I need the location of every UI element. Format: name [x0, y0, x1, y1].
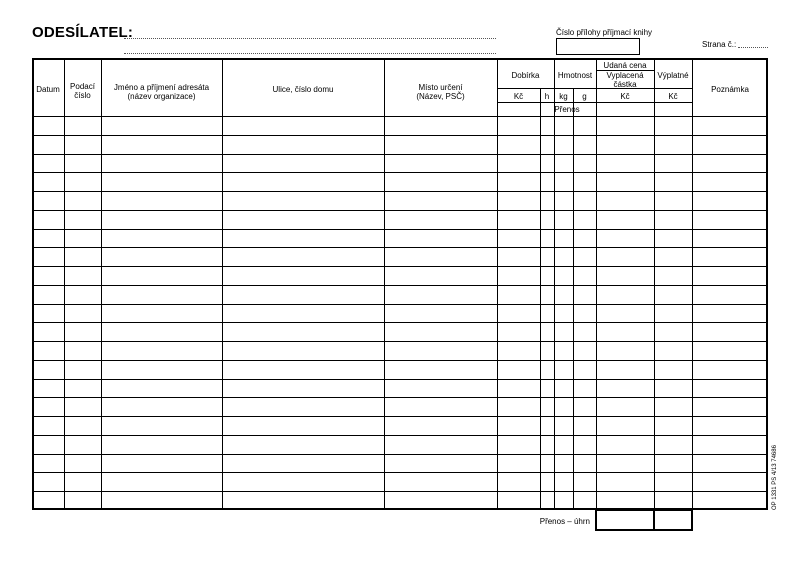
grid-hline: [32, 360, 768, 361]
grid-vline: [654, 58, 655, 510]
grid-hline: [32, 154, 768, 155]
grid-hline: [32, 472, 768, 473]
total-label: Přenos – úhrn: [539, 517, 590, 526]
unit-h: h: [544, 92, 550, 101]
grid-hline: [32, 397, 768, 398]
grid-vline: [692, 58, 693, 510]
side-code: OP 1331 PS 4/13 74686: [772, 445, 778, 510]
col-header-vyplacena: [596, 71, 654, 89]
col-header-poznamka: Poznámka: [711, 85, 749, 94]
page-number-label: Strana č.:: [702, 40, 737, 49]
col-header-jmeno-l2: (název organizace): [127, 92, 196, 101]
col-header-hmotnost: Hmotnost: [557, 71, 593, 80]
grid-vline: [540, 88, 541, 510]
col-header-podaci: [64, 82, 101, 100]
attachment-number-label: Číslo přílohy příjmací knihy: [556, 28, 653, 37]
col-header-misto-l1: Místo určení: [418, 83, 463, 92]
col-header-podaci-l2: číslo: [74, 91, 91, 100]
grid-vline: [222, 58, 223, 510]
grid-hline: [32, 322, 768, 323]
col-header-vyplacena-l2: částka: [613, 80, 637, 89]
attachment-number-box[interactable]: [556, 38, 640, 55]
grid-hline: [32, 454, 768, 455]
col-header-jmeno-l1: Jméno a příjmení adresáta: [113, 83, 210, 92]
col-header-udana: Udaná cena: [603, 61, 647, 70]
grid-vline: [384, 58, 385, 510]
total-box-vyplacena[interactable]: [595, 509, 655, 531]
col-header-vyplatne: Výplatné: [657, 71, 689, 80]
unit-kc-dobirka: Kč: [513, 92, 524, 101]
grid-vline: [573, 88, 574, 510]
grid-hline: [32, 285, 768, 286]
unit-kc-vyplacena: Kč: [620, 92, 630, 101]
grid-hline: [32, 210, 768, 211]
grid-hline: [32, 304, 768, 305]
grid-vline: [64, 58, 65, 510]
grid-vline: [497, 58, 498, 510]
grid-hline: [32, 247, 768, 248]
grid-hline: [32, 379, 768, 380]
grid-hline: [497, 88, 692, 89]
grid-hline: [32, 172, 768, 173]
col-header-ulice: Ulice, číslo domu: [272, 85, 334, 94]
col-header-dobirka: Dobírka: [511, 71, 540, 80]
grid-vline: [596, 58, 597, 510]
sender-line-2[interactable]: [124, 53, 496, 54]
grid-hline: [32, 266, 768, 267]
grid-hline: [32, 229, 768, 230]
grid-vline: [101, 58, 102, 510]
grid-vline: [554, 58, 555, 510]
page-number-field[interactable]: [738, 47, 768, 48]
sender-title: ODESÍLATEL:: [32, 24, 134, 41]
unit-kg: kg: [559, 92, 568, 101]
grid-hline: [32, 416, 768, 417]
grid-hline: [32, 491, 768, 492]
unit-g: g: [582, 92, 587, 101]
shipment-table: [32, 58, 768, 510]
prenos-label: Přenos: [554, 105, 580, 114]
col-header-misto: [384, 83, 497, 101]
unit-kc-vyplatne: Kč: [668, 92, 678, 101]
col-header-podaci-l1: Podací: [70, 82, 95, 91]
grid-hline: [32, 435, 768, 436]
col-header-vyplacena-l1: Vyplacená: [606, 71, 644, 80]
col-header-datum: Datum: [36, 85, 60, 94]
grid-hline: [32, 135, 768, 136]
grid-hline: [32, 191, 768, 192]
total-box-vyplatne[interactable]: [653, 509, 693, 531]
sender-line-1[interactable]: [124, 38, 496, 39]
grid-hline: [596, 102, 692, 103]
grid-hline: [32, 116, 768, 117]
grid-hline: [497, 102, 596, 103]
col-header-misto-l2: (Název, PSČ): [416, 92, 465, 101]
col-header-jmeno: [101, 83, 222, 101]
grid-hline: [32, 341, 768, 342]
